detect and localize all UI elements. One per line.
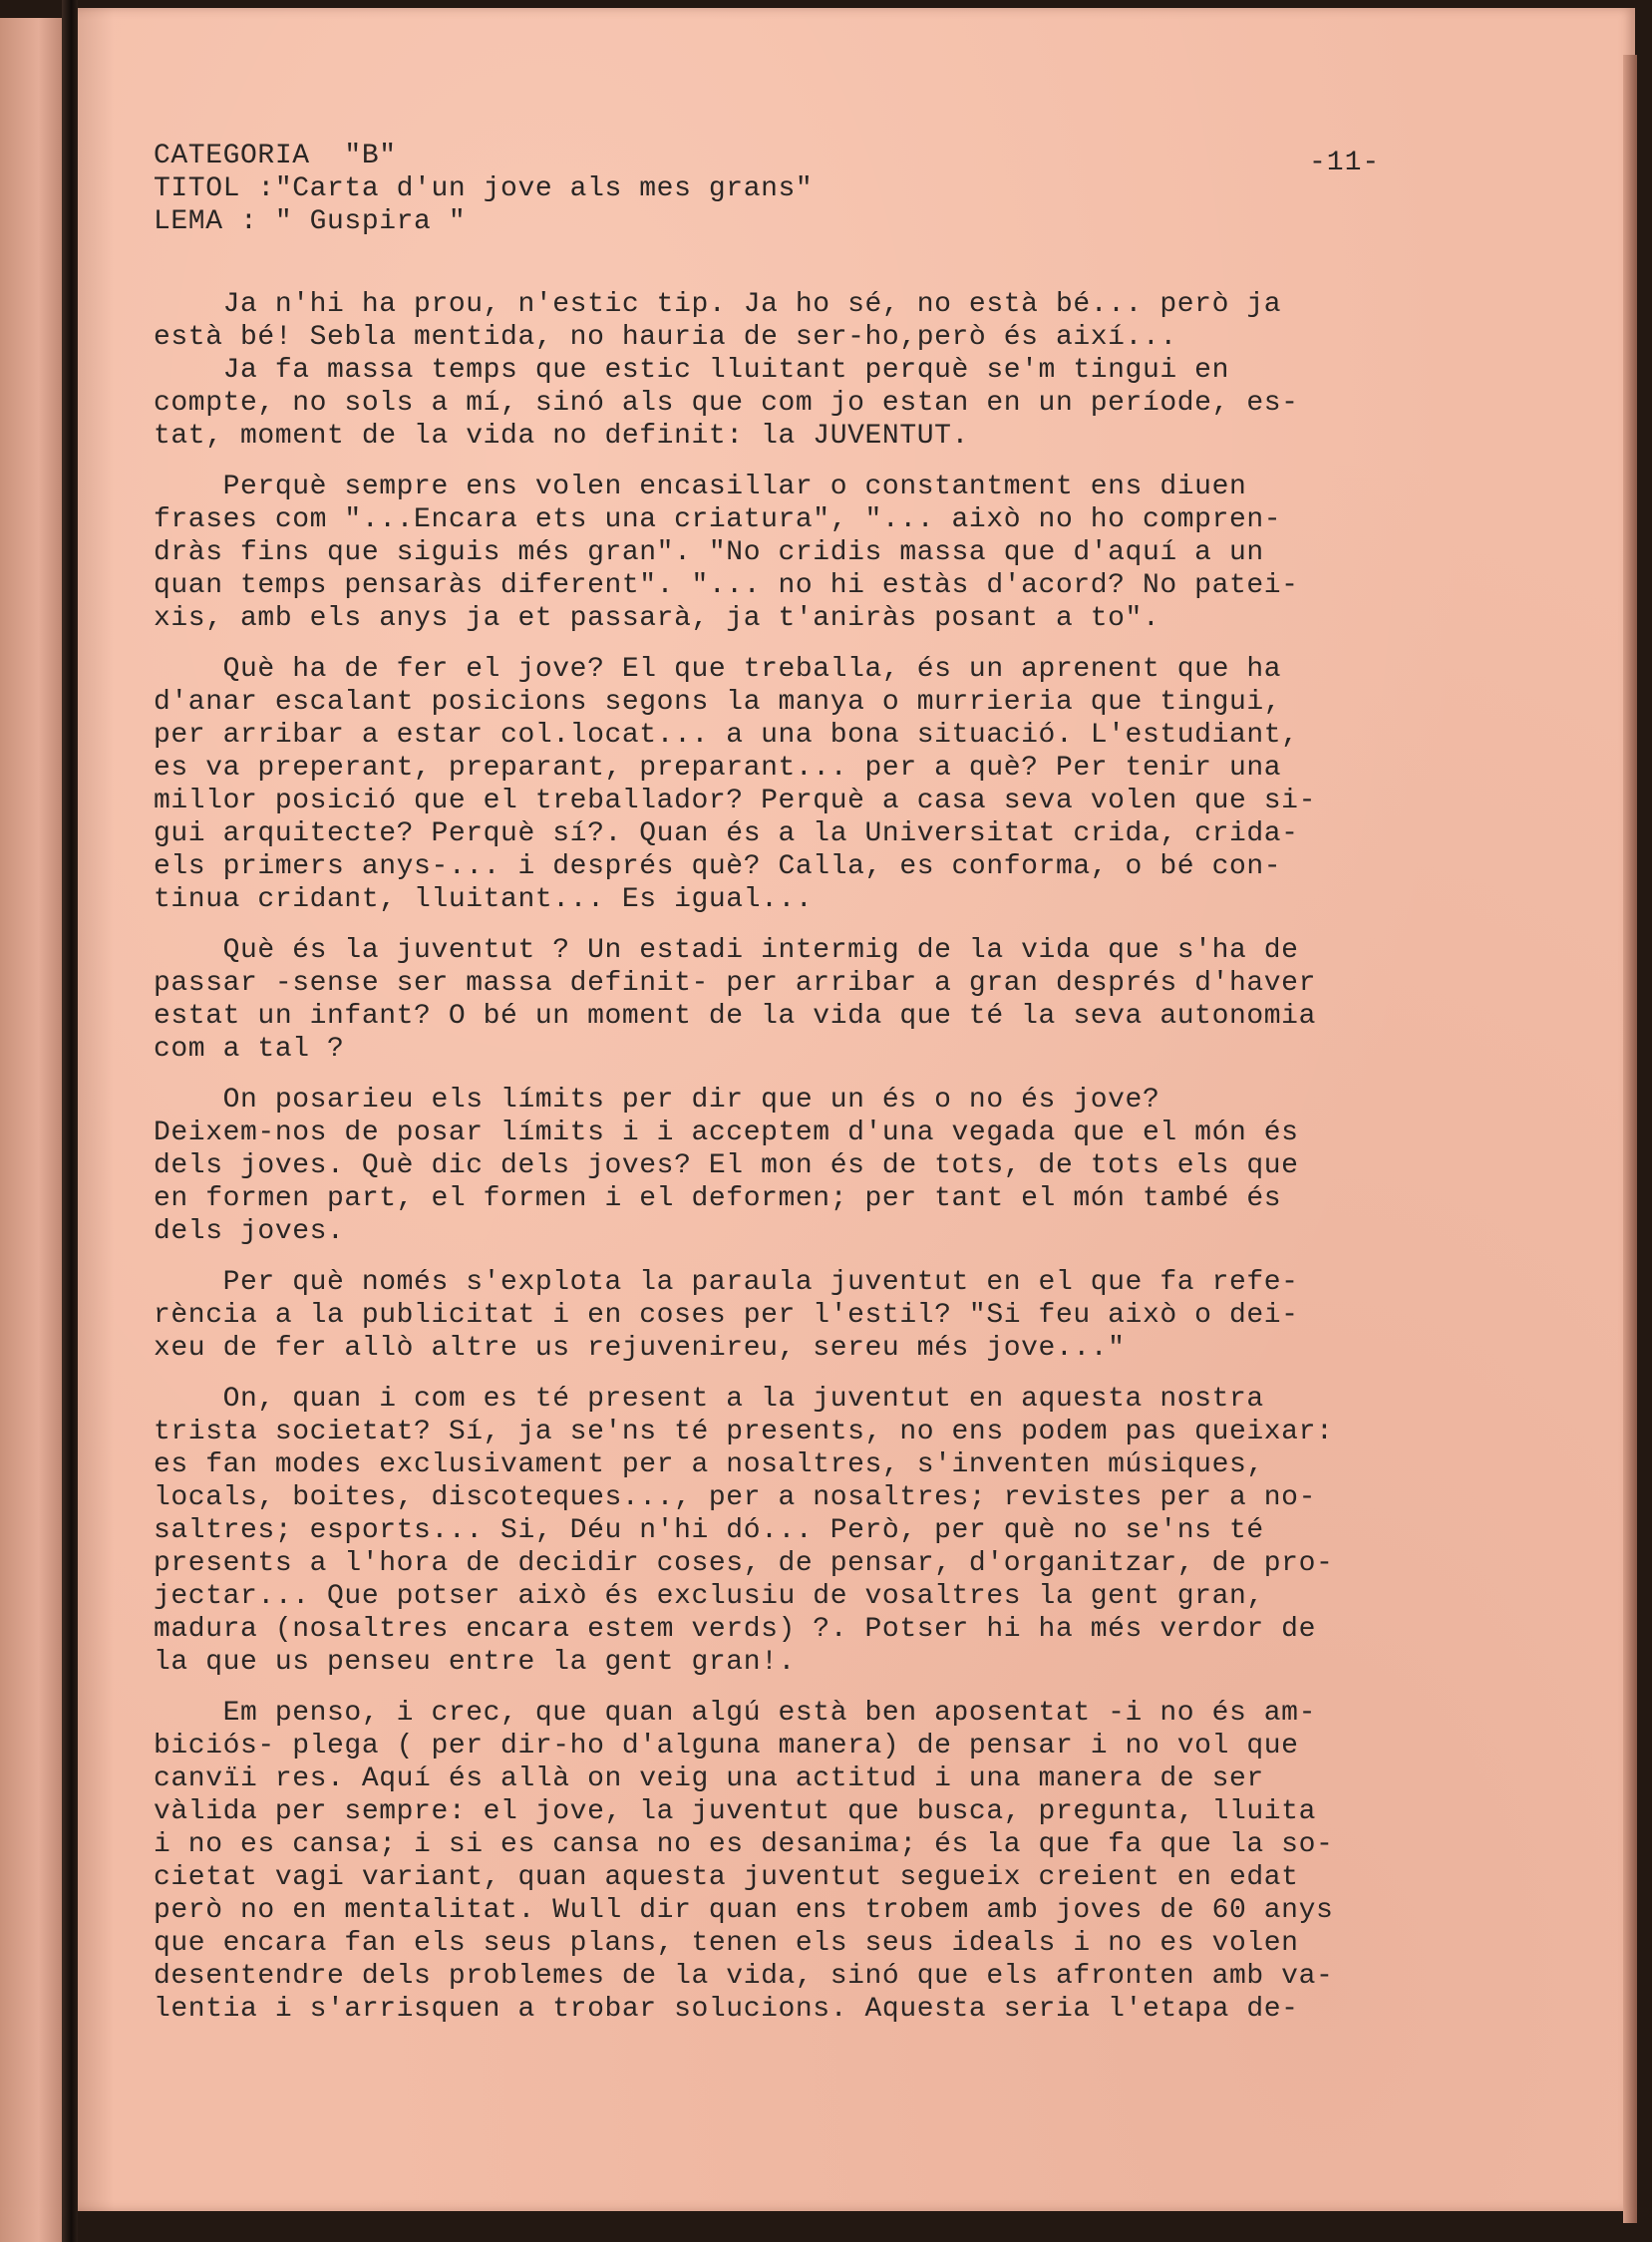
text-line: dràs fins que siguis més gran". "No cridis massa que d'aquí a un [154, 537, 1264, 568]
paragraph [154, 471, 1509, 635]
text-line: trista societat? Sí, ja se'ns té presents, no ens podem pas queixar: [154, 1417, 1334, 1447]
document-body [154, 140, 1509, 2044]
text-line: xeu de fer allò altre us rejuvenireu, sereu més jove..." [154, 1333, 1126, 1364]
text-line: cietat vagi variant, quan aquesta juventut segueix creient en edat [154, 1862, 1299, 1893]
paragraph [154, 1697, 1509, 2026]
text-line: però no en mentalitat. Wull dir quan ens trobem amb joves de 60 anys [154, 1895, 1334, 1926]
text-line: Ja n'hi ha prou, n'estic tip. Ja ho sé, no està bé... però ja [154, 289, 1282, 320]
paragraph [154, 653, 1509, 916]
text-line: lentia i s'arrisquen a trobar solucions. Aquesta seria l'etapa de- [154, 1994, 1299, 2025]
text-line: rència a la publicitat i en coses per l'estil? "Si feu això o dei- [154, 1300, 1299, 1331]
page-stack-edge [1623, 55, 1637, 2223]
binding-gutter [62, 0, 78, 2242]
text-line: els primers anys-... i després què? Calla, es conforma, o bé con- [154, 851, 1282, 882]
paragraph [154, 1383, 1509, 1679]
text-line: dels joves. Què dic dels joves? El mon és de tots, de tots els que [154, 1150, 1299, 1181]
text-line: en formen part, el formen i el deformen; per tant el món també és [154, 1183, 1282, 1214]
category-line: CATEGORIA "B" [154, 141, 397, 171]
text-line: estat un infant? O bé un moment de la vida que té la seva autonomia [154, 1001, 1316, 1032]
text-line: es fan modes exclusivament per a nosaltres, s'inventen músiques, [154, 1449, 1264, 1480]
paragraph [154, 1084, 1509, 1248]
text-line: saltres; esports... Si, Déu n'hi dó... Però, per què no se'ns té [154, 1515, 1264, 1546]
text-line: per arribar a estar col.locat... a una bona situació. L'estudiant, [154, 720, 1299, 751]
paragraph [154, 934, 1509, 1066]
text-line: que encara fan els seus plans, tenen els seus ideals i no es volen [154, 1928, 1299, 1959]
text-line: madura (nosaltres encara estem verds) ?. Potser hi ha més verdor de [154, 1614, 1316, 1645]
text-line: Ja fa massa temps que estic lluitant perquè se'm tingui en [154, 355, 1229, 386]
text-line: quan temps pensaràs diferent". "... no hi estàs d'acord? No patei- [154, 570, 1299, 601]
text-line: compte, no sols a mí, sinó als que com jo estan en un període, es- [154, 388, 1299, 419]
entry-header [154, 140, 1509, 238]
text-line: Perquè sempre ens volen encasillar o constantment ens diuen [154, 472, 1247, 502]
text-line: gui arquitecte? Perquè sí?. Quan és a la Universitat crida, crida- [154, 818, 1299, 849]
text-line: i no es cansa; i si es cansa no es desanima; és la que fa que la so- [154, 1829, 1334, 1860]
text-line: la que us penseu entre la gent gran!. [154, 1647, 796, 1678]
text-line: Què ha de fer el jove? El que treballa, és un aprenent que ha [154, 654, 1282, 685]
text-line: dels joves. [154, 1216, 345, 1247]
previous-page-edge [0, 18, 70, 2242]
paragraph [154, 354, 1509, 453]
text-line: com a tal ? [154, 1034, 345, 1065]
text-line: jectar... Que potser això és exclusiu de vosaltres la gent gran, [154, 1581, 1264, 1612]
text-line: biciós- plega ( per dir-ho d'alguna manera) de pensar i no vol que [154, 1731, 1299, 1762]
text-line: d'anar escalant posicions segons la manya o murrieria que tingui, [154, 687, 1282, 718]
text-line: tinua cridant, lluitant... Es igual... [154, 884, 814, 915]
text-line: frases com "...Encara ets una criatura", "... això no ho compren- [154, 504, 1282, 535]
text-line: xis, amb els anys ja et passarà, ja t'aniràs posant a to". [154, 603, 1160, 634]
text-line: Em penso, i crec, que quan algú està ben aposentat -i no és am- [154, 1698, 1316, 1729]
text-line: desentendre dels problemes de la vida, sinó que els afronten amb va- [154, 1961, 1334, 1992]
text-line: està bé! Sebla mentida, no hauria de ser-ho,però és així... [154, 322, 1177, 353]
text-line: millor posició que el treballador? Perquè a casa seva volen que si- [154, 786, 1316, 816]
text-line: vàlida per sempre: el jove, la juventut que busca, pregunta, lluita [154, 1796, 1316, 1827]
text-line: tat, moment de la vida no definit: la JUVENTUT. [154, 421, 969, 452]
text-line: On, quan i com es té present a la juventut en aquesta nostra [154, 1384, 1264, 1415]
text-line: Què és la juventut ? Un estadi intermig de la vida que s'ha de [154, 935, 1299, 966]
text-line: es va preperant, preparant, preparant... per a què? Per tenir una [154, 753, 1282, 784]
text-line: presents a l'hora de decidir coses, de pensar, d'organitzar, de pro- [154, 1548, 1334, 1579]
motto-line: LEMA : " Guspira " [154, 206, 467, 237]
text-line: locals, boites, discoteques..., per a nosaltres; revistes per a no- [154, 1482, 1316, 1513]
letter-text [154, 288, 1509, 2026]
text-line: canvïi res. Aquí és allà on veig una actitud i una manera de ser [154, 1763, 1264, 1794]
text-line: passar -sense ser massa definit- per arribar a gran després d'haver [154, 968, 1316, 999]
text-line: Per què només s'explota la paraula juventut en el que fa refe- [154, 1267, 1299, 1298]
title-line: TITOL :"Carta d'un jove als mes grans" [154, 173, 814, 204]
paragraph [154, 288, 1509, 354]
text-line: On posarieu els límits per dir que un és o no és jove? [154, 1085, 1160, 1116]
paragraph [154, 1266, 1509, 1365]
page-number: -11- [1309, 148, 1381, 178]
text-line: Deixem-nos de posar límits i i acceptem d'una vegada que el món és [154, 1118, 1299, 1148]
